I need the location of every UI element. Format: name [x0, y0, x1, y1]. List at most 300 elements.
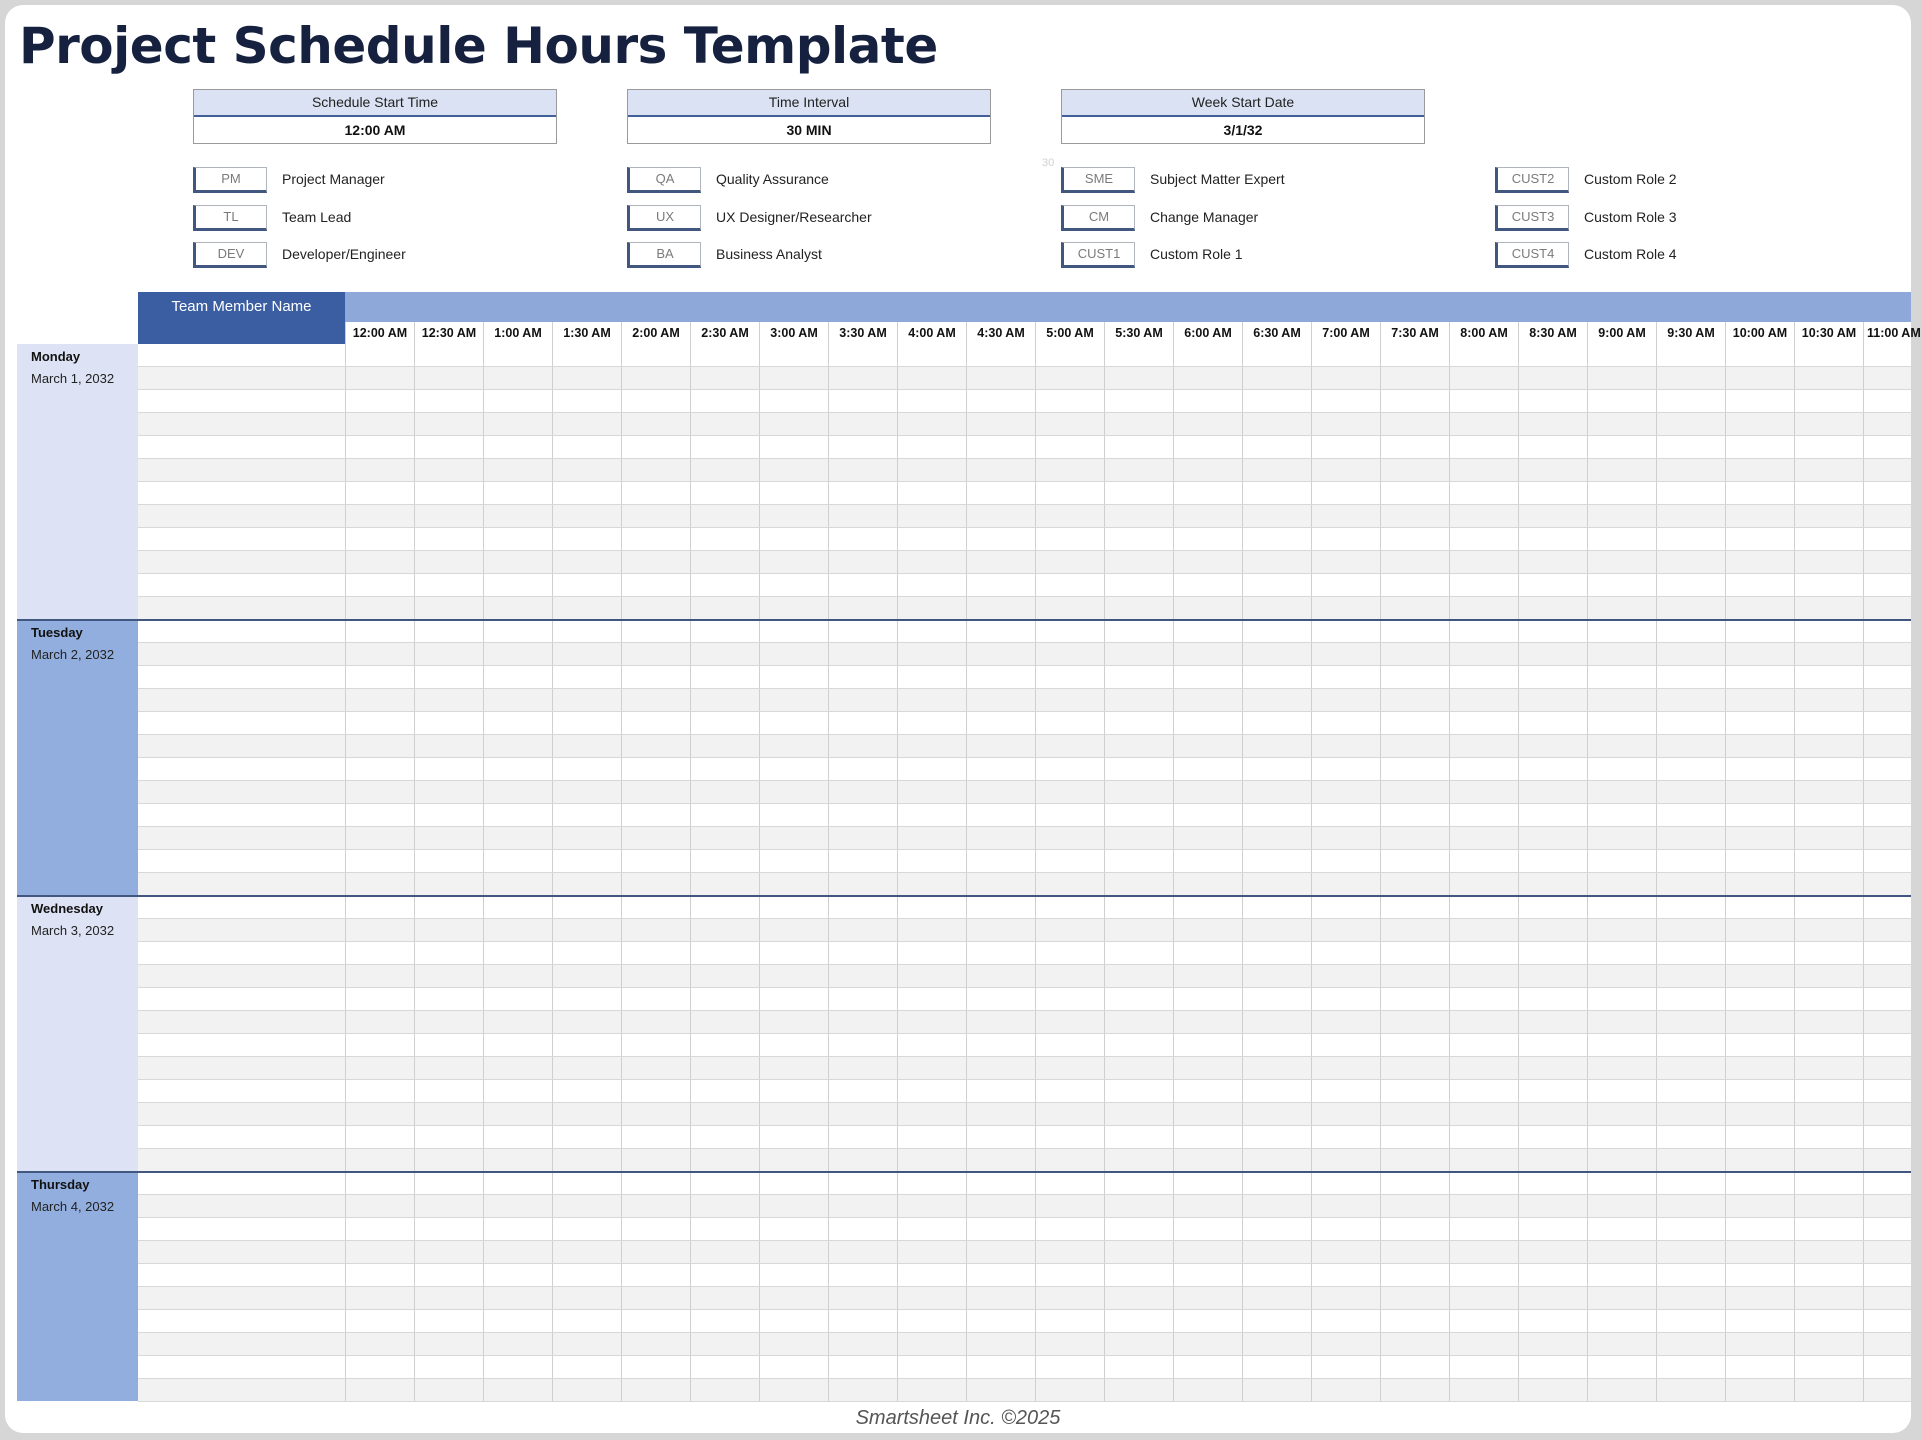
team-member-cell[interactable] — [138, 1333, 345, 1355]
role-name[interactable]: Developer/Engineer — [282, 246, 406, 262]
role-name[interactable]: Subject Matter Expert — [1150, 171, 1285, 187]
time-slot-cell[interactable] — [759, 505, 828, 527]
time-slot-cell[interactable] — [621, 620, 690, 642]
time-slot-cell[interactable] — [621, 643, 690, 665]
time-slot-cell[interactable] — [1035, 1103, 1104, 1125]
time-slot-cell[interactable] — [966, 758, 1035, 780]
time-slot-cell[interactable] — [345, 1103, 414, 1125]
time-slot-cell[interactable] — [1656, 1057, 1725, 1079]
time-slot-cell[interactable] — [345, 1379, 414, 1401]
time-slot-cell[interactable] — [828, 1103, 897, 1125]
time-slot-cell[interactable] — [1104, 666, 1173, 688]
time-slot-cell[interactable] — [1380, 1103, 1449, 1125]
time-slot-cell[interactable] — [1794, 643, 1863, 665]
time-slot-cell[interactable] — [1035, 1080, 1104, 1102]
time-slot-cell[interactable] — [897, 827, 966, 849]
time-slot-cell[interactable] — [1794, 758, 1863, 780]
time-slot-cell[interactable] — [1725, 804, 1794, 826]
time-slot-cell[interactable] — [552, 988, 621, 1010]
time-slot-cell[interactable] — [1449, 620, 1518, 642]
time-slot-cell[interactable] — [1104, 1218, 1173, 1240]
time-slot-cell[interactable] — [690, 344, 759, 366]
time-slot-cell[interactable] — [1242, 1379, 1311, 1401]
team-member-cell[interactable] — [138, 1241, 345, 1263]
time-slot-cell[interactable] — [1725, 827, 1794, 849]
time-slot-cell[interactable] — [1035, 827, 1104, 849]
time-slot-cell[interactable] — [1380, 758, 1449, 780]
role-name[interactable]: Custom Role 4 — [1584, 246, 1677, 262]
time-slot-cell[interactable] — [483, 896, 552, 918]
time-slot-cell[interactable] — [1311, 1379, 1380, 1401]
time-slot-cell[interactable] — [1587, 666, 1656, 688]
time-slot-cell[interactable] — [828, 827, 897, 849]
role-name[interactable]: UX Designer/Researcher — [716, 209, 872, 225]
team-member-cell[interactable] — [138, 597, 345, 619]
role-code[interactable]: UX — [627, 205, 701, 231]
time-slot-cell[interactable] — [1863, 1310, 1889, 1332]
time-slot-cell[interactable] — [1311, 1195, 1380, 1217]
time-slot-cell[interactable] — [552, 344, 621, 366]
time-slot-cell[interactable] — [1104, 712, 1173, 734]
time-slot-cell[interactable] — [483, 758, 552, 780]
time-slot-cell[interactable] — [1794, 1241, 1863, 1263]
time-slot-cell[interactable] — [1656, 1218, 1725, 1240]
time-slot-cell[interactable] — [1656, 1034, 1725, 1056]
time-slot-cell[interactable] — [1656, 827, 1725, 849]
team-member-cell[interactable] — [138, 1103, 345, 1125]
time-slot-cell[interactable] — [1173, 942, 1242, 964]
time-slot-cell[interactable] — [1242, 1011, 1311, 1033]
time-slot-cell[interactable] — [414, 1264, 483, 1286]
time-slot-cell[interactable] — [1725, 1379, 1794, 1401]
time-slot-cell[interactable] — [1380, 344, 1449, 366]
team-member-cell[interactable] — [138, 482, 345, 504]
team-member-cell[interactable] — [138, 367, 345, 389]
time-slot-cell[interactable] — [897, 873, 966, 895]
time-slot-cell[interactable] — [1173, 804, 1242, 826]
time-slot-cell[interactable] — [621, 1264, 690, 1286]
time-slot-cell[interactable] — [345, 1333, 414, 1355]
time-slot-cell[interactable] — [690, 436, 759, 458]
time-slot-cell[interactable] — [1656, 597, 1725, 619]
time-slot-cell[interactable] — [1863, 643, 1889, 665]
time-slot-cell[interactable] — [1242, 804, 1311, 826]
time-slot-cell[interactable] — [897, 666, 966, 688]
time-slot-cell[interactable] — [828, 482, 897, 504]
team-member-cell[interactable] — [138, 1264, 345, 1286]
time-slot-cell[interactable] — [345, 758, 414, 780]
time-slot-cell[interactable] — [621, 965, 690, 987]
time-slot-cell[interactable] — [1242, 436, 1311, 458]
time-slot-cell[interactable] — [621, 1057, 690, 1079]
time-slot-cell[interactable] — [828, 1264, 897, 1286]
time-slot-cell[interactable] — [345, 528, 414, 550]
time-slot-cell[interactable] — [345, 896, 414, 918]
time-slot-cell[interactable] — [552, 390, 621, 412]
time-slot-cell[interactable] — [1587, 505, 1656, 527]
time-slot-cell[interactable] — [1449, 390, 1518, 412]
time-slot-cell[interactable] — [1104, 988, 1173, 1010]
time-slot-cell[interactable] — [1173, 1103, 1242, 1125]
team-member-cell[interactable] — [138, 896, 345, 918]
time-slot-cell[interactable] — [1311, 1333, 1380, 1355]
time-slot-cell[interactable] — [345, 620, 414, 642]
time-slot-cell[interactable] — [1104, 1287, 1173, 1309]
time-slot-cell[interactable] — [621, 919, 690, 941]
time-slot-cell[interactable] — [1863, 1356, 1889, 1378]
time-slot-cell[interactable] — [483, 988, 552, 1010]
time-slot-cell[interactable] — [345, 482, 414, 504]
time-slot-cell[interactable] — [1725, 1195, 1794, 1217]
time-slot-cell[interactable] — [1518, 1241, 1587, 1263]
time-slot-cell[interactable] — [414, 482, 483, 504]
time-slot-cell[interactable] — [1035, 1287, 1104, 1309]
time-slot-cell[interactable] — [1863, 482, 1889, 504]
time-slot-cell[interactable] — [1587, 1126, 1656, 1148]
time-slot-cell[interactable] — [897, 735, 966, 757]
time-slot-cell[interactable] — [1104, 1126, 1173, 1148]
time-slot-cell[interactable] — [897, 1195, 966, 1217]
time-slot-cell[interactable] — [1242, 781, 1311, 803]
time-slot-cell[interactable] — [1863, 505, 1889, 527]
time-slot-cell[interactable] — [966, 1195, 1035, 1217]
time-slot-cell[interactable] — [1518, 1287, 1587, 1309]
time-slot-cell[interactable] — [414, 597, 483, 619]
time-slot-cell[interactable] — [621, 1379, 690, 1401]
time-slot-cell[interactable] — [828, 712, 897, 734]
time-slot-cell[interactable] — [966, 1241, 1035, 1263]
time-slot-cell[interactable] — [1311, 436, 1380, 458]
team-member-cell[interactable] — [138, 827, 345, 849]
time-slot-cell[interactable] — [1173, 597, 1242, 619]
time-slot-cell[interactable] — [1311, 919, 1380, 941]
time-slot-cell[interactable] — [1863, 942, 1889, 964]
time-slot-cell[interactable] — [1518, 1356, 1587, 1378]
time-slot-cell[interactable] — [1449, 574, 1518, 596]
team-member-cell[interactable] — [138, 942, 345, 964]
time-slot-cell[interactable] — [1449, 413, 1518, 435]
time-slot-cell[interactable] — [1656, 758, 1725, 780]
time-slot-cell[interactable] — [414, 1333, 483, 1355]
time-slot-cell[interactable] — [1311, 1011, 1380, 1033]
time-slot-cell[interactable] — [1104, 574, 1173, 596]
time-slot-cell[interactable] — [1863, 1172, 1889, 1194]
time-slot-cell[interactable] — [897, 390, 966, 412]
time-slot-cell[interactable] — [1725, 505, 1794, 527]
time-slot-cell[interactable] — [1656, 1310, 1725, 1332]
time-slot-cell[interactable] — [828, 758, 897, 780]
time-slot-cell[interactable] — [1587, 689, 1656, 711]
time-slot-cell[interactable] — [1173, 1057, 1242, 1079]
time-slot-cell[interactable] — [1104, 344, 1173, 366]
team-member-cell[interactable] — [138, 666, 345, 688]
time-slot-cell[interactable] — [828, 643, 897, 665]
time-slot-cell[interactable] — [690, 367, 759, 389]
time-slot-cell[interactable] — [1380, 528, 1449, 550]
time-slot-cell[interactable] — [1035, 574, 1104, 596]
time-slot-cell[interactable] — [1587, 919, 1656, 941]
time-slot-cell[interactable] — [1104, 1172, 1173, 1194]
time-slot-cell[interactable] — [828, 919, 897, 941]
time-slot-cell[interactable] — [1863, 1057, 1889, 1079]
time-slot-cell[interactable] — [1518, 666, 1587, 688]
time-slot-cell[interactable] — [897, 551, 966, 573]
time-slot-cell[interactable] — [966, 1264, 1035, 1286]
time-slot-cell[interactable] — [1863, 804, 1889, 826]
time-slot-cell[interactable] — [1380, 390, 1449, 412]
time-slot-cell[interactable] — [1587, 1264, 1656, 1286]
time-slot-cell[interactable] — [1173, 1195, 1242, 1217]
time-slot-cell[interactable] — [552, 1241, 621, 1263]
time-slot-cell[interactable] — [1725, 712, 1794, 734]
time-slot-cell[interactable] — [1449, 1080, 1518, 1102]
time-slot-cell[interactable] — [690, 1310, 759, 1332]
time-slot-cell[interactable] — [1380, 1379, 1449, 1401]
time-slot-cell[interactable] — [621, 850, 690, 872]
time-slot-cell[interactable] — [414, 344, 483, 366]
time-slot-cell[interactable] — [1863, 574, 1889, 596]
time-slot-cell[interactable] — [483, 574, 552, 596]
time-slot-cell[interactable] — [1035, 459, 1104, 481]
time-slot-cell[interactable] — [966, 804, 1035, 826]
time-slot-cell[interactable] — [1656, 482, 1725, 504]
time-slot-cell[interactable] — [897, 1149, 966, 1171]
time-slot-cell[interactable] — [1242, 758, 1311, 780]
time-slot-cell[interactable] — [1311, 1034, 1380, 1056]
time-slot-cell[interactable] — [1173, 1034, 1242, 1056]
time-slot-cell[interactable] — [1656, 1241, 1725, 1263]
time-slot-cell[interactable] — [1380, 1057, 1449, 1079]
time-slot-cell[interactable] — [621, 1218, 690, 1240]
time-slot-cell[interactable] — [1863, 689, 1889, 711]
time-slot-cell[interactable] — [759, 735, 828, 757]
time-slot-cell[interactable] — [1104, 620, 1173, 642]
time-slot-cell[interactable] — [1656, 1126, 1725, 1148]
time-slot-cell[interactable] — [1518, 804, 1587, 826]
time-slot-cell[interactable] — [483, 1379, 552, 1401]
time-slot-cell[interactable] — [483, 620, 552, 642]
time-slot-cell[interactable] — [1311, 528, 1380, 550]
time-slot-cell[interactable] — [1311, 781, 1380, 803]
time-slot-cell[interactable] — [966, 942, 1035, 964]
time-slot-cell[interactable] — [1173, 1356, 1242, 1378]
time-slot-cell[interactable] — [690, 528, 759, 550]
time-slot-cell[interactable] — [1587, 988, 1656, 1010]
time-slot-cell[interactable] — [1242, 367, 1311, 389]
time-slot-cell[interactable] — [1518, 758, 1587, 780]
time-slot-cell[interactable] — [1725, 689, 1794, 711]
time-slot-cell[interactable] — [414, 919, 483, 941]
time-slot-cell[interactable] — [1725, 965, 1794, 987]
time-slot-cell[interactable] — [483, 850, 552, 872]
time-slot-cell[interactable] — [690, 804, 759, 826]
time-slot-cell[interactable] — [483, 643, 552, 665]
time-slot-cell[interactable] — [1794, 1218, 1863, 1240]
time-slot-cell[interactable] — [1794, 850, 1863, 872]
time-slot-cell[interactable] — [1518, 1218, 1587, 1240]
team-member-cell[interactable] — [138, 528, 345, 550]
time-slot-cell[interactable] — [552, 528, 621, 550]
time-slot-cell[interactable] — [1725, 1287, 1794, 1309]
time-slot-cell[interactable] — [1380, 850, 1449, 872]
time-slot-cell[interactable] — [1725, 735, 1794, 757]
time-slot-cell[interactable] — [345, 367, 414, 389]
time-slot-cell[interactable] — [345, 942, 414, 964]
time-slot-cell[interactable] — [483, 1057, 552, 1079]
time-slot-cell[interactable] — [345, 551, 414, 573]
time-slot-cell[interactable] — [414, 827, 483, 849]
time-slot-cell[interactable] — [897, 1356, 966, 1378]
time-slot-cell[interactable] — [345, 873, 414, 895]
time-slot-cell[interactable] — [828, 367, 897, 389]
time-slot-cell[interactable] — [1311, 413, 1380, 435]
time-slot-cell[interactable] — [345, 436, 414, 458]
time-slot-cell[interactable] — [414, 1379, 483, 1401]
team-member-cell[interactable] — [138, 1379, 345, 1401]
time-slot-cell[interactable] — [1035, 390, 1104, 412]
time-slot-cell[interactable] — [1242, 413, 1311, 435]
time-slot-cell[interactable] — [690, 1356, 759, 1378]
time-slot-cell[interactable] — [966, 965, 1035, 987]
time-slot-cell[interactable] — [483, 459, 552, 481]
time-slot-cell[interactable] — [759, 620, 828, 642]
time-slot-cell[interactable] — [1311, 988, 1380, 1010]
team-member-cell[interactable] — [138, 965, 345, 987]
time-slot-cell[interactable] — [1035, 850, 1104, 872]
time-slot-cell[interactable] — [1518, 735, 1587, 757]
time-slot-cell[interactable] — [345, 781, 414, 803]
team-member-cell[interactable] — [138, 735, 345, 757]
time-slot-cell[interactable] — [1311, 1356, 1380, 1378]
time-slot-cell[interactable] — [414, 1080, 483, 1102]
time-slot-cell[interactable] — [1311, 1080, 1380, 1102]
time-slot-cell[interactable] — [759, 873, 828, 895]
time-slot-cell[interactable] — [1794, 942, 1863, 964]
time-slot-cell[interactable] — [414, 1034, 483, 1056]
time-slot-cell[interactable] — [1449, 850, 1518, 872]
time-slot-cell[interactable] — [1725, 758, 1794, 780]
role-code[interactable]: PM — [193, 167, 267, 193]
time-slot-cell[interactable] — [414, 367, 483, 389]
time-slot-cell[interactable] — [1449, 666, 1518, 688]
time-slot-cell[interactable] — [1311, 551, 1380, 573]
time-slot-cell[interactable] — [1311, 735, 1380, 757]
time-slot-cell[interactable] — [1173, 896, 1242, 918]
time-slot-cell[interactable] — [690, 735, 759, 757]
time-slot-cell[interactable] — [1587, 735, 1656, 757]
time-slot-cell[interactable] — [690, 1149, 759, 1171]
time-slot-cell[interactable] — [966, 1379, 1035, 1401]
time-slot-cell[interactable] — [1173, 344, 1242, 366]
time-slot-cell[interactable] — [1104, 873, 1173, 895]
time-slot-cell[interactable] — [966, 551, 1035, 573]
time-slot-cell[interactable] — [1656, 459, 1725, 481]
time-slot-cell[interactable] — [897, 1218, 966, 1240]
time-slot-cell[interactable] — [414, 620, 483, 642]
time-slot-cell[interactable] — [1449, 758, 1518, 780]
time-slot-cell[interactable] — [828, 850, 897, 872]
time-slot-cell[interactable] — [414, 1287, 483, 1309]
role-code[interactable]: SME — [1061, 167, 1135, 193]
time-slot-cell[interactable] — [1794, 873, 1863, 895]
time-slot-cell[interactable] — [345, 712, 414, 734]
time-slot-cell[interactable] — [1656, 1080, 1725, 1102]
time-slot-cell[interactable] — [414, 1149, 483, 1171]
time-slot-cell[interactable] — [828, 1356, 897, 1378]
time-slot-cell[interactable] — [1380, 1356, 1449, 1378]
time-slot-cell[interactable] — [621, 482, 690, 504]
time-slot-cell[interactable] — [1863, 1034, 1889, 1056]
time-slot-cell[interactable] — [552, 1126, 621, 1148]
time-slot-cell[interactable] — [1656, 344, 1725, 366]
time-slot-cell[interactable] — [1725, 850, 1794, 872]
time-slot-cell[interactable] — [1518, 367, 1587, 389]
time-slot-cell[interactable] — [621, 1287, 690, 1309]
time-slot-cell[interactable] — [552, 735, 621, 757]
time-slot-cell[interactable] — [1656, 1172, 1725, 1194]
time-slot-cell[interactable] — [1794, 436, 1863, 458]
time-slot-cell[interactable] — [1380, 965, 1449, 987]
time-slot-cell[interactable] — [759, 367, 828, 389]
time-slot-cell[interactable] — [1104, 482, 1173, 504]
time-slot-cell[interactable] — [897, 1172, 966, 1194]
time-slot-cell[interactable] — [345, 1195, 414, 1217]
time-slot-cell[interactable] — [483, 1034, 552, 1056]
time-slot-cell[interactable] — [345, 1218, 414, 1240]
time-slot-cell[interactable] — [1311, 1310, 1380, 1332]
time-slot-cell[interactable] — [1104, 1333, 1173, 1355]
time-slot-cell[interactable] — [1035, 1011, 1104, 1033]
time-slot-cell[interactable] — [1587, 827, 1656, 849]
time-slot-cell[interactable] — [1242, 1149, 1311, 1171]
time-slot-cell[interactable] — [1380, 666, 1449, 688]
time-slot-cell[interactable] — [828, 666, 897, 688]
time-slot-cell[interactable] — [1587, 390, 1656, 412]
time-slot-cell[interactable] — [1173, 965, 1242, 987]
time-slot-cell[interactable] — [1449, 367, 1518, 389]
time-slot-cell[interactable] — [1104, 850, 1173, 872]
time-slot-cell[interactable] — [1380, 574, 1449, 596]
time-slot-cell[interactable] — [1656, 804, 1725, 826]
time-slot-cell[interactable] — [1173, 413, 1242, 435]
time-slot-cell[interactable] — [345, 1264, 414, 1286]
time-slot-cell[interactable] — [1518, 1034, 1587, 1056]
time-slot-cell[interactable] — [1794, 482, 1863, 504]
time-slot-cell[interactable] — [1656, 896, 1725, 918]
time-slot-cell[interactable] — [1104, 1310, 1173, 1332]
time-slot-cell[interactable] — [1173, 459, 1242, 481]
time-slot-cell[interactable] — [1242, 1195, 1311, 1217]
time-slot-cell[interactable] — [897, 1126, 966, 1148]
time-slot-cell[interactable] — [1863, 1149, 1889, 1171]
time-slot-cell[interactable] — [828, 1195, 897, 1217]
time-slot-cell[interactable] — [897, 597, 966, 619]
time-slot-cell[interactable] — [690, 873, 759, 895]
time-slot-cell[interactable] — [1725, 620, 1794, 642]
time-slot-cell[interactable] — [966, 666, 1035, 688]
time-slot-cell[interactable] — [1242, 1264, 1311, 1286]
time-slot-cell[interactable] — [759, 413, 828, 435]
time-slot-cell[interactable] — [1242, 344, 1311, 366]
time-slot-cell[interactable] — [414, 873, 483, 895]
time-slot-cell[interactable] — [1173, 1149, 1242, 1171]
time-slot-cell[interactable] — [1242, 896, 1311, 918]
time-slot-cell[interactable] — [345, 735, 414, 757]
time-slot-cell[interactable] — [1725, 1126, 1794, 1148]
time-slot-cell[interactable] — [1242, 850, 1311, 872]
time-slot-cell[interactable] — [1242, 666, 1311, 688]
time-slot-cell[interactable] — [1035, 965, 1104, 987]
